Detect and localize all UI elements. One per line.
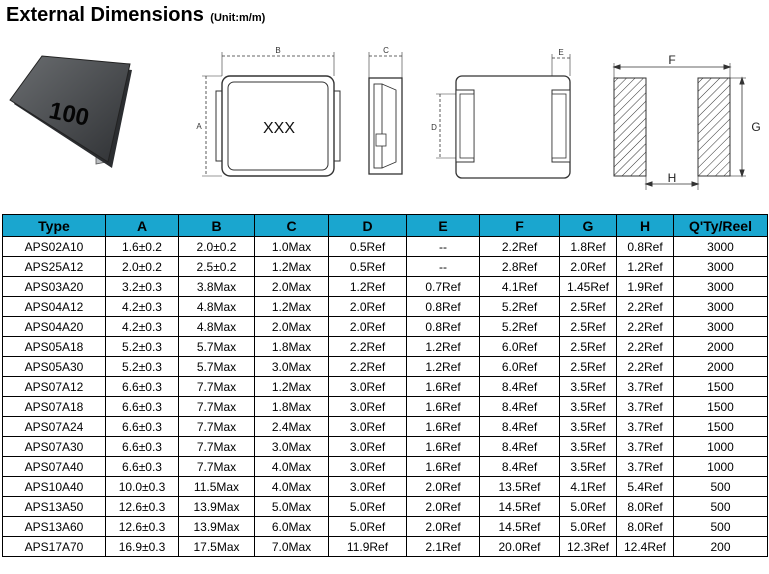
cell-f: 6.0Ref bbox=[480, 337, 560, 357]
cell-g: 2.5Ref bbox=[560, 317, 617, 337]
cell-a: 6.6±0.3 bbox=[106, 377, 179, 397]
cell-type: APS10A40 bbox=[3, 477, 106, 497]
dim-label-b: B bbox=[275, 46, 281, 55]
cell-type: APS07A18 bbox=[3, 397, 106, 417]
component-marking: 100 bbox=[46, 97, 92, 132]
cell-f: 14.5Ref bbox=[480, 497, 560, 517]
cell-e: 1.6Ref bbox=[407, 417, 480, 437]
cell-g: 2.5Ref bbox=[560, 357, 617, 377]
cell-h: 3.7Ref bbox=[617, 437, 674, 457]
cell-d: 2.0Ref bbox=[329, 317, 407, 337]
cell-h: 2.2Ref bbox=[617, 317, 674, 337]
cell-d: 1.2Ref bbox=[329, 277, 407, 297]
dim-label-f: F bbox=[668, 53, 676, 67]
cell-d: 2.2Ref bbox=[329, 357, 407, 377]
dim-label-a: A bbox=[196, 122, 202, 131]
cell-h: 2.2Ref bbox=[617, 297, 674, 317]
cell-type: APS07A30 bbox=[3, 437, 106, 457]
cell-f: 8.4Ref bbox=[480, 417, 560, 437]
table-row bbox=[3, 317, 768, 337]
cell-f: 8.4Ref bbox=[480, 457, 560, 477]
cell-a: 4.2±0.3 bbox=[106, 317, 179, 337]
header-qty-per-reel: Q'Ty/Reel bbox=[674, 215, 768, 237]
cell-qty-per-reel: 1000 bbox=[674, 437, 768, 457]
cell-a: 12.6±0.3 bbox=[106, 517, 179, 537]
bottom-view bbox=[436, 54, 570, 178]
cell-qty-per-reel: 1500 bbox=[674, 377, 768, 397]
cell-qty-per-reel: 3000 bbox=[674, 317, 768, 337]
cell-c: 2.0Max bbox=[255, 317, 329, 337]
table-header-row bbox=[3, 215, 768, 237]
table-row bbox=[3, 257, 768, 277]
table-body bbox=[3, 237, 768, 557]
cell-type: APS07A40 bbox=[3, 457, 106, 477]
cell-c: 7.0Max bbox=[255, 537, 329, 557]
header-h: H bbox=[617, 215, 674, 237]
cell-g: 2.5Ref bbox=[560, 297, 617, 317]
cell-c: 2.4Max bbox=[255, 417, 329, 437]
cell-h: 3.7Ref bbox=[617, 377, 674, 397]
table-row bbox=[3, 397, 768, 417]
cell-qty-per-reel: 1500 bbox=[674, 417, 768, 437]
table-row bbox=[3, 457, 768, 477]
cell-c: 1.2Max bbox=[255, 257, 329, 277]
unit-label: (Unit:m/m) bbox=[210, 12, 266, 24]
cell-qty-per-reel: 2000 bbox=[674, 357, 768, 377]
cell-f: 2.2Ref bbox=[480, 237, 560, 257]
cell-a: 2.0±0.2 bbox=[106, 257, 179, 277]
cell-type: APS17A70 bbox=[3, 537, 106, 557]
cell-type: APS13A50 bbox=[3, 497, 106, 517]
dim-label-g: G bbox=[751, 120, 761, 134]
cell-h: 2.2Ref bbox=[617, 357, 674, 377]
cell-e: 0.7Ref bbox=[407, 277, 480, 297]
title-text: External Dimensions bbox=[6, 4, 204, 26]
cell-type: APS02A10 bbox=[3, 237, 106, 257]
cell-f: 14.5Ref bbox=[480, 517, 560, 537]
cell-qty-per-reel: 3000 bbox=[674, 257, 768, 277]
cell-g: 3.5Ref bbox=[560, 397, 617, 417]
cell-qty-per-reel: 1000 bbox=[674, 457, 768, 477]
table-row bbox=[3, 537, 768, 557]
cell-h: 12.4Ref bbox=[617, 537, 674, 557]
cell-d: 3.0Ref bbox=[329, 377, 407, 397]
cell-b: 2.5±0.2 bbox=[179, 257, 255, 277]
cell-e: -- bbox=[407, 257, 480, 277]
cell-h: 1.9Ref bbox=[617, 277, 674, 297]
cell-type: APS07A24 bbox=[3, 417, 106, 437]
cell-e: 2.0Ref bbox=[407, 477, 480, 497]
cell-g: 2.0Ref bbox=[560, 257, 617, 277]
dimension-drawings bbox=[0, 36, 769, 206]
cell-f: 4.1Ref bbox=[480, 277, 560, 297]
cell-e: 2.0Ref bbox=[407, 497, 480, 517]
cell-c: 2.0Max bbox=[255, 277, 329, 297]
cell-b: 4.8Max bbox=[179, 317, 255, 337]
dim-label-h: H bbox=[667, 171, 677, 185]
cell-b: 5.7Max bbox=[179, 337, 255, 357]
cell-h: 2.2Ref bbox=[617, 337, 674, 357]
cell-d: 5.0Ref bbox=[329, 517, 407, 537]
cell-a: 5.2±0.3 bbox=[106, 357, 179, 377]
cell-h: 3.7Ref bbox=[617, 397, 674, 417]
cell-a: 6.6±0.3 bbox=[106, 417, 179, 437]
cell-g: 1.8Ref bbox=[560, 237, 617, 257]
cell-e: 1.2Ref bbox=[407, 337, 480, 357]
cell-type: APS05A30 bbox=[3, 357, 106, 377]
dim-label-c: C bbox=[383, 46, 389, 55]
cell-a: 12.6±0.3 bbox=[106, 497, 179, 517]
cell-d: 3.0Ref bbox=[329, 477, 407, 497]
table-row bbox=[3, 377, 768, 397]
cell-c: 4.0Max bbox=[255, 477, 329, 497]
cell-h: 0.8Ref bbox=[617, 237, 674, 257]
cell-e: 1.6Ref bbox=[407, 457, 480, 477]
cell-g: 3.5Ref bbox=[560, 377, 617, 397]
cell-a: 5.2±0.3 bbox=[106, 337, 179, 357]
cell-a: 10.0±0.3 bbox=[106, 477, 179, 497]
cell-e: -- bbox=[407, 237, 480, 257]
cell-type: APS04A20 bbox=[3, 317, 106, 337]
cell-d: 2.2Ref bbox=[329, 337, 407, 357]
header-a: A bbox=[106, 215, 179, 237]
cell-a: 6.6±0.3 bbox=[106, 437, 179, 457]
cell-e: 1.2Ref bbox=[407, 357, 480, 377]
cell-g: 3.5Ref bbox=[560, 417, 617, 437]
cell-f: 13.5Ref bbox=[480, 477, 560, 497]
cell-f: 5.2Ref bbox=[480, 297, 560, 317]
cell-d: 2.0Ref bbox=[329, 297, 407, 317]
cell-h: 5.4Ref bbox=[617, 477, 674, 497]
table-row bbox=[3, 417, 768, 437]
dim-label-e: E bbox=[558, 48, 564, 57]
cell-c: 3.0Max bbox=[255, 437, 329, 457]
cell-b: 2.0±0.2 bbox=[179, 237, 255, 257]
cell-a: 6.6±0.3 bbox=[106, 457, 179, 477]
cell-type: APS03A20 bbox=[3, 277, 106, 297]
side-view bbox=[369, 52, 402, 174]
cell-b: 7.7Max bbox=[179, 377, 255, 397]
cell-a: 1.6±0.2 bbox=[106, 237, 179, 257]
cell-f: 20.0Ref bbox=[480, 537, 560, 557]
cell-a: 4.2±0.3 bbox=[106, 297, 179, 317]
cell-qty-per-reel: 3000 bbox=[674, 237, 768, 257]
cell-d: 3.0Ref bbox=[329, 397, 407, 417]
cell-f: 6.0Ref bbox=[480, 357, 560, 377]
cell-f: 8.4Ref bbox=[480, 397, 560, 417]
cell-e: 0.8Ref bbox=[407, 317, 480, 337]
cell-e: 0.8Ref bbox=[407, 297, 480, 317]
cell-g: 2.5Ref bbox=[560, 337, 617, 357]
cell-type: APS04A12 bbox=[3, 297, 106, 317]
top-view-marking: XXX bbox=[262, 120, 296, 137]
cell-d: 3.0Ref bbox=[329, 457, 407, 477]
cell-g: 3.5Ref bbox=[560, 457, 617, 477]
header-d: D bbox=[329, 215, 407, 237]
cell-f: 2.8Ref bbox=[480, 257, 560, 277]
cell-b: 17.5Max bbox=[179, 537, 255, 557]
cell-qty-per-reel: 1500 bbox=[674, 397, 768, 417]
header-c: C bbox=[255, 215, 329, 237]
cell-f: 5.2Ref bbox=[480, 317, 560, 337]
cell-qty-per-reel: 2000 bbox=[674, 337, 768, 357]
land-pattern bbox=[614, 63, 746, 190]
cell-qty-per-reel: 500 bbox=[674, 477, 768, 497]
cell-type: APS25A12 bbox=[3, 257, 106, 277]
cell-qty-per-reel: 3000 bbox=[674, 277, 768, 297]
cell-b: 7.7Max bbox=[179, 417, 255, 437]
cell-c: 1.2Max bbox=[255, 377, 329, 397]
cell-h: 1.2Ref bbox=[617, 257, 674, 277]
cell-h: 8.0Ref bbox=[617, 517, 674, 537]
dimensions-table bbox=[2, 214, 768, 557]
dim-label-d: D bbox=[431, 123, 437, 132]
cell-g: 12.3Ref bbox=[560, 537, 617, 557]
cell-c: 1.2Max bbox=[255, 297, 329, 317]
cell-f: 8.4Ref bbox=[480, 377, 560, 397]
cell-c: 5.0Max bbox=[255, 497, 329, 517]
table-row bbox=[3, 237, 768, 257]
cell-d: 0.5Ref bbox=[329, 257, 407, 277]
cell-d: 3.0Ref bbox=[329, 437, 407, 457]
cell-h: 3.7Ref bbox=[617, 417, 674, 437]
cell-b: 7.7Max bbox=[179, 437, 255, 457]
cell-g: 5.0Ref bbox=[560, 517, 617, 537]
cell-qty-per-reel: 200 bbox=[674, 537, 768, 557]
header-f: F bbox=[480, 215, 560, 237]
cell-e: 2.0Ref bbox=[407, 517, 480, 537]
cell-g: 4.1Ref bbox=[560, 477, 617, 497]
cell-e: 2.1Ref bbox=[407, 537, 480, 557]
header-b: B bbox=[179, 215, 255, 237]
header-e: E bbox=[407, 215, 480, 237]
cell-b: 13.9Max bbox=[179, 517, 255, 537]
table-row bbox=[3, 497, 768, 517]
cell-type: APS07A12 bbox=[3, 377, 106, 397]
cell-type: APS13A60 bbox=[3, 517, 106, 537]
cell-d: 3.0Ref bbox=[329, 417, 407, 437]
cell-e: 1.6Ref bbox=[407, 437, 480, 457]
cell-qty-per-reel: 500 bbox=[674, 497, 768, 517]
component-photo bbox=[10, 56, 132, 168]
table-row bbox=[3, 357, 768, 377]
cell-h: 8.0Ref bbox=[617, 497, 674, 517]
page-title bbox=[6, 4, 265, 27]
cell-qty-per-reel: 500 bbox=[674, 517, 768, 537]
cell-f: 8.4Ref bbox=[480, 437, 560, 457]
table-row bbox=[3, 517, 768, 537]
cell-b: 7.7Max bbox=[179, 457, 255, 477]
table-row bbox=[3, 477, 768, 497]
cell-b: 11.5Max bbox=[179, 477, 255, 497]
cell-b: 3.8Max bbox=[179, 277, 255, 297]
cell-c: 4.0Max bbox=[255, 457, 329, 477]
table-row bbox=[3, 337, 768, 357]
cell-e: 1.6Ref bbox=[407, 397, 480, 417]
cell-b: 4.8Max bbox=[179, 297, 255, 317]
cell-a: 6.6±0.3 bbox=[106, 397, 179, 417]
cell-h: 3.7Ref bbox=[617, 457, 674, 477]
cell-d: 11.9Ref bbox=[329, 537, 407, 557]
cell-g: 3.5Ref bbox=[560, 437, 617, 457]
cell-d: 0.5Ref bbox=[329, 237, 407, 257]
cell-a: 3.2±0.3 bbox=[106, 277, 179, 297]
cell-b: 7.7Max bbox=[179, 397, 255, 417]
cell-e: 1.6Ref bbox=[407, 377, 480, 397]
header-type: Type bbox=[3, 215, 106, 237]
cell-type: APS05A18 bbox=[3, 337, 106, 357]
cell-c: 1.0Max bbox=[255, 237, 329, 257]
cell-c: 6.0Max bbox=[255, 517, 329, 537]
cell-g: 5.0Ref bbox=[560, 497, 617, 517]
table-row bbox=[3, 437, 768, 457]
cell-c: 3.0Max bbox=[255, 357, 329, 377]
cell-b: 13.9Max bbox=[179, 497, 255, 517]
cell-qty-per-reel: 3000 bbox=[674, 297, 768, 317]
table-row bbox=[3, 277, 768, 297]
top-view bbox=[202, 52, 340, 176]
cell-c: 1.8Max bbox=[255, 397, 329, 417]
table-row bbox=[3, 297, 768, 317]
cell-d: 5.0Ref bbox=[329, 497, 407, 517]
cell-g: 1.45Ref bbox=[560, 277, 617, 297]
header-g: G bbox=[560, 215, 617, 237]
cell-b: 5.7Max bbox=[179, 357, 255, 377]
cell-a: 16.9±0.3 bbox=[106, 537, 179, 557]
cell-c: 1.8Max bbox=[255, 337, 329, 357]
